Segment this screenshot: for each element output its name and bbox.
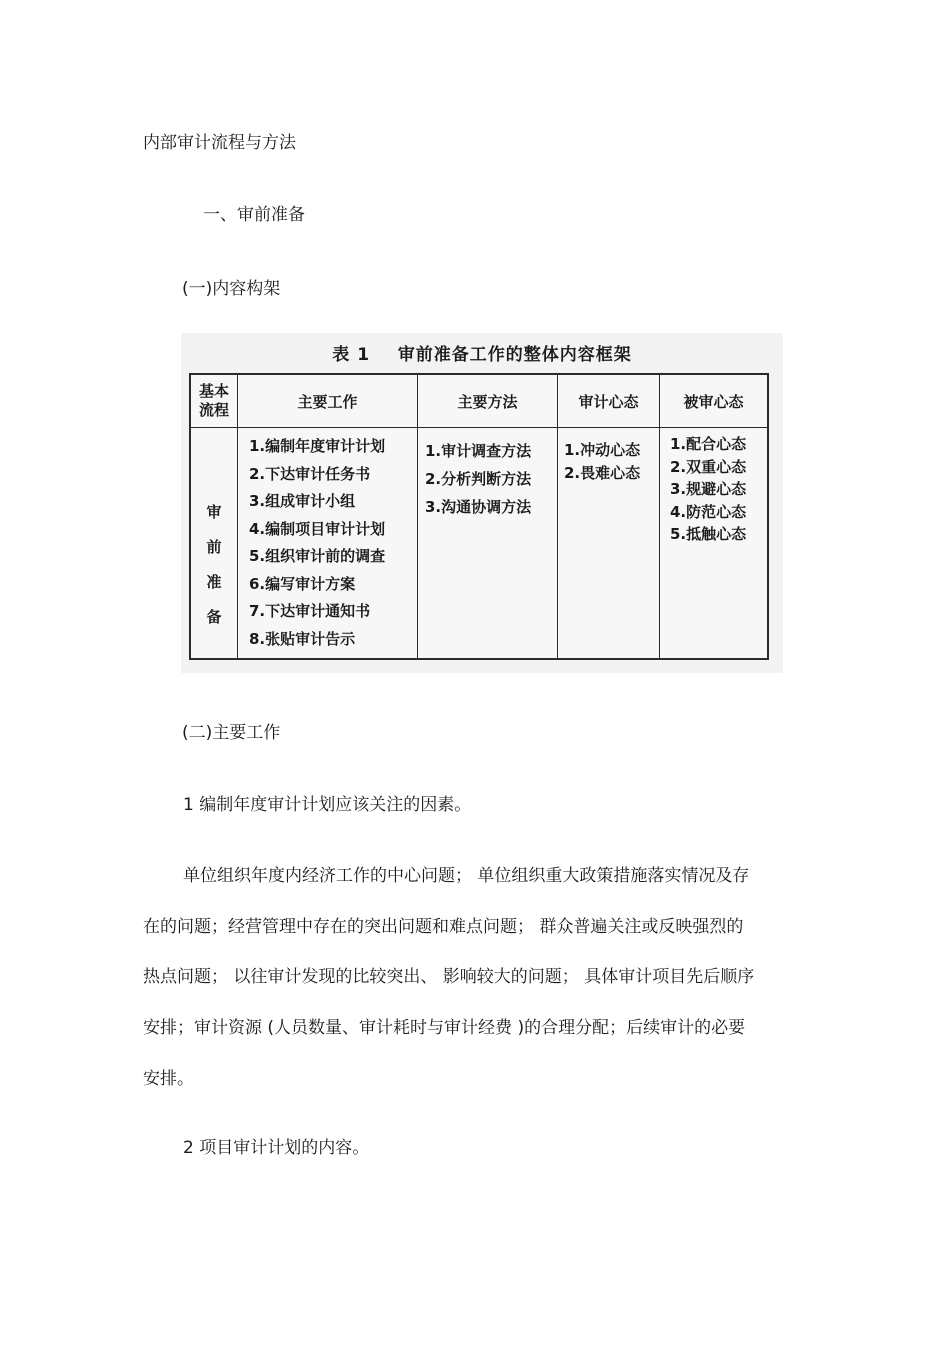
body-paragraph	[143, 866, 803, 1096]
header-main-methods: 主要方法	[457, 392, 518, 411]
header-audit-mentality: 审计心态	[578, 392, 639, 411]
numbered-item: 1 编制年度审计计划应该关注的因素。	[183, 795, 472, 815]
main-methods-list	[425, 437, 531, 521]
stage-char: 审	[206, 503, 222, 521]
main-work-item: 4.编制项目审计计划	[249, 519, 386, 538]
section-heading: 一、审前准备	[203, 205, 305, 225]
main-work-item: 2.下达审计任务书	[249, 464, 371, 483]
audited-mentality-item: 1.配合心态	[670, 435, 747, 453]
subsection-heading: (一)内容构架	[182, 279, 281, 299]
subsection-heading: (二)主要工作	[182, 723, 281, 743]
main-work-item: 7.下达审计通知书	[249, 602, 371, 620]
main-work-list	[249, 433, 385, 653]
stage-label-pre-audit	[191, 495, 237, 635]
numbered-item: 2 项目审计计划的内容。	[183, 1138, 370, 1158]
table-caption: 表 1 审前准备工作的整体内容框架	[332, 345, 632, 365]
content-framework-table-figure	[181, 333, 783, 673]
main-work-item: 6.编写审计方案	[249, 574, 356, 593]
main-work-item: 5.组织审计前的调查	[249, 547, 386, 565]
audit-mentality-item: 1.冲动心态	[564, 441, 641, 459]
main-work-item: 3.组成审计小组	[249, 492, 356, 510]
header-divider	[191, 427, 767, 428]
paragraph-line: 单位组织年度内经济工作的中心问题； 单位组织重大政策措施落实情况及存	[183, 866, 750, 886]
main-method-item: 3.沟通协调方法	[425, 498, 532, 516]
header-basic-flow-line1: 基本	[198, 382, 229, 400]
audit-mentality-item: 2.畏难心态	[564, 463, 641, 482]
paragraph-line: 安排；审计资源 (人员数量、审计耗时与审计经费 )的合理分配；后续审计的必要	[143, 1018, 746, 1038]
stage-char: 准	[206, 573, 222, 591]
main-work-item: 8.张贴审计告示	[249, 629, 356, 648]
header-basic-flow-line2: 流程	[198, 401, 229, 419]
main-work-item: 1.编制年度审计计划	[249, 437, 386, 455]
stage-char: 备	[206, 608, 222, 626]
audited-mentality-item: 2.双重心态	[670, 457, 747, 476]
paragraph-line: 安排。	[143, 1069, 194, 1089]
audited-mentality-item: 3.规避心态	[670, 480, 747, 498]
audited-mentality-list	[670, 433, 746, 546]
main-method-item: 2.分析判断方法	[425, 470, 532, 488]
header-main-work: 主要工作	[297, 392, 358, 411]
header-basic-flow	[191, 375, 237, 427]
audited-mentality-item: 5.抵触心态	[670, 525, 747, 543]
audited-mentality-item: 4.防范心态	[670, 502, 747, 521]
framework-table	[189, 373, 769, 660]
document-title: 内部审计流程与方法	[143, 133, 296, 153]
stage-char: 前	[206, 538, 222, 556]
audit-mentality-list	[564, 439, 640, 484]
header-audited-mentality: 被审心态	[683, 392, 744, 411]
main-method-item: 1.审计调查方法	[425, 442, 532, 460]
paragraph-line: 热点问题； 以往审计发现的比较突出、 影响较大的问题； 具体审计项目先后顺序	[143, 967, 755, 987]
paragraph-line: 在的问题；经营管理中存在的突出问题和难点问题； 群众普遍关注或反映强烈的	[143, 917, 744, 937]
